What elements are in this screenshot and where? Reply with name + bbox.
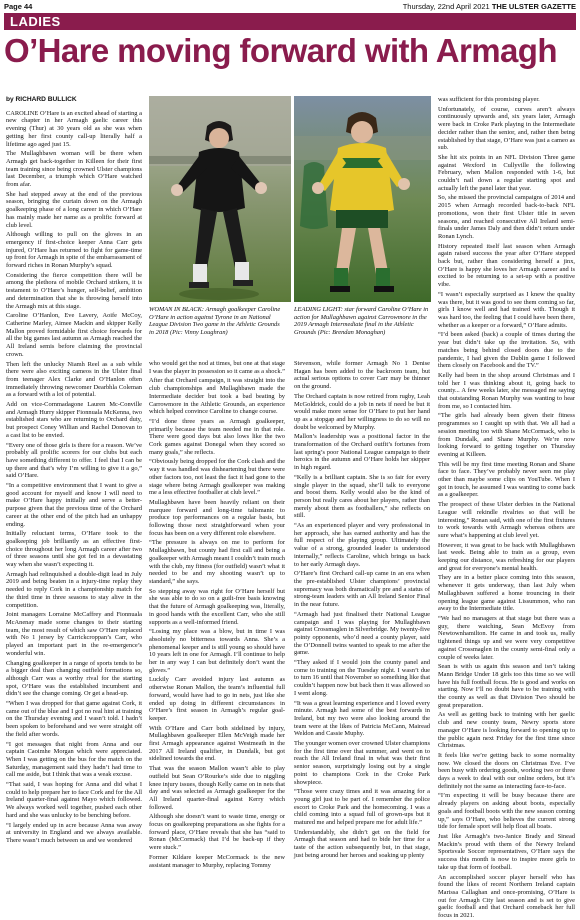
article-paragraph: The Orchard captain is now retired from rugby, Leah McGoldrick, could do a job in nets if need be but it would make more sense for O’Hare to put her hand up as a stopgap and her willingness to do so will no doubt be welcomed by Murphy. <box>294 392 430 431</box>
article-paragraph: Armagh had relinquished a double-digit lead in July 2019 and being beaten in a injury-time replay they needed to reply Cork in a championship match for the third time in three seasons to stay alive in the competition. <box>6 570 142 609</box>
article-paragraph: They are in a better place coming into this season, whenever it gets underway, than last July when Mullaghbawn suffered a home trouncing in their opening league game against Lissummon, who ran away to the Intermediate title. <box>438 574 575 613</box>
article-paragraph: “We had no managers at that stage but there was a guy, there watching, Sean McEvoy from Newtownhamilton. He came in and took us, really tightened things up and we were very competitive against Crossmaglen in the county semi-final only a couple of weeks later. <box>438 615 575 661</box>
column-4-paragraphs <box>438 96 575 920</box>
article-paragraph: However, it was great to be back with Mullaghbawn last week. Being able to train as a group, even keeping our distance, was refreshing for our players and great for everyone’s mental health. <box>438 541 575 572</box>
article-paragraph: “That said, I was hoping for Anna and did what I could to help prepare her to face Cork and for the All Ireland quarter-final against Mayo which followed. We always worked well together, pushed each other hard and she was unlucky to be benching before. <box>6 781 142 819</box>
article-paragraph: History repeated itself last season when Armagh again raised success the year after O’Hare stepped back but, rather than considering herself a jinx, O’Hare is happy she loves her Armagh career and is excited to be returning to a set-up with a positive vibe. <box>438 242 575 289</box>
article-paragraph: “I’d been asked (back) a couple of times during the year but didn’t take up the invitation. So, with matches being behind closed doors due to the pandemic, I had given the Dublin game I followed them closely on Facebook and the TV.” <box>438 331 575 370</box>
article-paragraph: O’Hare’s first Orchard call-up came in an era when the pre-established Ulster champions’ provincial supremacy was both dramatically pre and a status of strong-team leaders with an All Ireland Senior Final in the near future. <box>294 570 430 609</box>
article-paragraph: “Obviously being dropped for the Cork clash and the way it was handled was disheartening but there were other factors too, not least the fact it had gone to the stage where being Armagh goalkeeper was making me a less effective footballer at club level.” <box>149 458 285 497</box>
article-paragraph: “Armagh had just finalised their National League campaign and I was playing for Mullaghbawn against Crossmaglen in Silverbridge. My twenty-five pointy opponents, who’d need a county player, said the O’Donnell twins wanted to speak to me after the game. <box>294 610 430 657</box>
article-paragraph: CAROLINE O’Hare is an excited ahead of starting a new chapter in her Armagh gaelic career this evening (Thur) at 30 years old as she was when getting her first county call-up literally half a lifetime ago aged just 15. <box>6 109 142 148</box>
article-paragraph: She had stepped away at the end of the previous season, bringing the curtain down on the Armagh goalkeeping phase of a long career in which O’Hare has mainly made her name as a prolific forward at club level. <box>6 190 142 229</box>
article-paragraph: Luckily Carr avoided injury last autumn as otherwise Ronan Mallon, the team’s influential full forward, would have had to go in nets, just like she ended up doing in different circumstances in O’Hare’s first season in Armagh’s regular goal-keeper. <box>149 676 285 722</box>
article-paragraph: Then left the unlucky Niamh Reel as a sub while there were also exciting cameos in the Ulster final from teenager Alex Clarke and O’Hanlon often immediately throwing newcomer Dearbhla Coleman as a forward with a lot of potential. <box>6 360 142 399</box>
article-paragraph: Considering the fierce competition there will be among the plethora of mobile Orchard strikers, it is testament to O’Hare’s hunger, self-belief, ambition and determination that she is throwing herself into the Armagh mix at this stage. <box>6 271 142 310</box>
article-paragraph: “Kelly is a brilliant captain. She is so fair for every single player in the squad, she’ll talk to everyone and boost them. Kelly would also be the kind of person but really cares about her players, rather than merely about them as footballers,” she reflects on still. <box>294 473 430 520</box>
article-paragraph: who would get the nod at times, but one at that stage I was the player in possession so it came as a shock.” <box>149 360 285 375</box>
article-paragraph: “As an experienced player and very professional in her approach, she has earned authority and has the full respect of the playing group. Ultimately the value of a strong, grounded leader is understood internally,” reflects Caroline, which brings us back to her early Armagh days. <box>294 522 430 568</box>
photo-forward-action <box>294 96 431 302</box>
column-1-paragraphs <box>6 110 142 845</box>
photo-goalkeeper-illustration <box>149 96 291 302</box>
article-column-2 <box>149 360 285 869</box>
column-3-paragraphs <box>294 360 430 860</box>
article-paragraph: This will be my first time meeting Ronan and Shane face to face. They’ve probably never seen me play other than maybe some clips on YouTube. When I got in touch, he assumed I was wanting to come back as a goalkeeper. <box>438 460 575 499</box>
article-paragraph: That was the season Mallon wasn’t able to play outfield but Sean O’Rourke’s side due to niggling knee injury issues, though Kelly came on in nets that day and was selected as Armagh goalkeeper for the All Ireland quarter-final against Kerry which followed. <box>149 765 285 811</box>
article-paragraph: Although she doesn’t want to waste time, energy or focus on goalkeeping preparations as she fights for a forward place, O’Hare reveals that she has “said to Ronan (McCormack) that I’d be back-up if they were stuck.” <box>149 813 285 852</box>
article-paragraph: “I largely ended up in acre because Anna was away at university in England and we always available. There wasn’t much between us and we wondered <box>6 821 142 844</box>
paper-name: THE ULSTER GAZETTE <box>491 1 576 11</box>
article-paragraph: “The girls had already been given their fitness programmes so I caught up with that. We all had a session meeting too with Shane McCormack, who is from Dundalk, and Shane Murphy. We’re now looking forward to getting together on Thursday evening at Killeen. <box>438 412 575 458</box>
article-paragraph: Although willing to pull on the gloves in an emergency if first-choice keeper Anna Carr gets injured, O’Hare has returned to fight for game-time up front for Armagh in spite of the embarrassment of forward riches in Ronan Murphy’s squad. <box>6 231 142 270</box>
article-paragraph: The Mullaghbawn woman will be there when Armagh get back-together in Killeen for their first team training since being crowned Ulster champions last December, a triumph which O’Hare watched from afar. <box>6 150 142 189</box>
article-paragraph: Changing goalkeeper in a range of sports tends to be a bigger deal than changing outfield formations so, although Carr was a worthy rival for the starting spot, O’Hare was the established incumbent and didn’t see the change coming. Or get a head-up. <box>6 659 142 698</box>
article-paragraph: “Those were crazy times and it was amazing for a young girl just to be part of. I remember the police escort to Croke Park and the homecoming. I was a child coming into a squad full of grown-ups but it matured me and helped prepare me for adult life.” <box>294 788 430 827</box>
article-paragraph: “I got messages that night from Anna and our captain Caoimhe Morgan which were appreciated. When I was getting on the bus for the match on the Saturday, management said they hadn’t had time to call me aside, but I think that was a weak excuse. <box>6 740 142 779</box>
article-paragraph: “In a competitive environment that I want to give a good account for myself and know I will need to make O’Hare happy initially and serve a better-purpose given that the previous time of the Orchard career at the other end of the pitch had an unhappy ending. <box>6 482 142 528</box>
article-paragraph: It feels like we’re getting back to some normality now. We closed the doors on Christmas Eve. I’ve been busy with ordering goods, working two or three days a week to deal with our online orders, but it’s definitely not the same as interacting face-to-face. <box>438 751 575 790</box>
article-paragraph: Initially reluctant terms, O’Hare took to the goalkeeping job brilliantly as an effective first-choice throughout her long Armagh career after two of three seasons until she got fed in a devastating way when she wasn’t expecting it. <box>6 530 142 569</box>
photo-caption-1 <box>149 306 285 354</box>
article-paragraph: “It was a great learning experience and I loved every minute. Armagh had some of the best forwards in Ireland, but my two were also looking around the team were at the likes of Patricia McCann, Mairead Weldon and Cassie Muphy. <box>294 699 430 738</box>
article-column-4 <box>438 96 575 920</box>
article-paragraph: An accomplished soccer player herself who has found the likes of recent Northern Ireland captain Marissa Callaghan and once-promising, O’Hare is out for Armagh City last season and is set to give gaelic football and that Orchard comeback her full focus in 2021. <box>438 873 575 920</box>
article-paragraph: Mullaghbawn have been heavily reliant on their marquee forward and long-time talismanic to produce top performances on a regular basis, but following those next straightforward when your focus has been on a very different role elsewhere. <box>149 498 285 537</box>
article-paragraph: Stevenson, while former Armagh No 1 Denise Hagan has been added to the backroom team, but actual serious options to cover Carr may be thinner on the ground. <box>294 360 430 391</box>
article-paragraph: “When I was dropped for that game against Cork, it came out of the blue and I got no real hint at training on the Thursday evening and I wasn’t told. I hadn’t been spoken to beforehand and we were straight off the field after words. <box>6 700 142 738</box>
article-paragraph: Sean is with us again this season and isn’t taking Mann Bridge Under 18 girls too this time so we will have his full football focus. He is good and works on starting. Now I’ll no doubt have to be training with the county as well as that Division Two should be great preparation. <box>438 663 575 709</box>
article-paragraph: Caroline O’Hanlon, Eve Lavery, Aoife McCoy, Catherine Marley, Aimee Mackin and skipper Kelly Mallon proved formidable first choice forwards for all the big games last autumn as Armagh reached the All Ireland semis before claiming the provincial crown. <box>6 312 142 358</box>
issue-date: Thursday, 22nd April 2021 <box>402 1 490 11</box>
photo-forward-illustration <box>294 96 431 302</box>
article-paragraph: “They asked if I would join the county panel and come to training on the Tuesday night. I wasn’t due to turn 16 until that November so something like that couldn’t happen now but back then it was allowed so I went along. <box>294 659 430 697</box>
caption-1-text: WOMAN IN BLACK: Armagh goalkeeper Caroline O’Hare in action against Tyrone in an National League Division Two game in the Athletic Grounds in 2018 (Pic: Vinny Loughran) <box>149 306 281 337</box>
article-paragraph: The younger women over crowned Ulster champions for the first time over that summer, and went on to reach the All Ireland final in what was their first senior season, surprisingly losing out by a single point to champions Cork in the Croke Park showpiece. <box>294 740 430 786</box>
article-paragraph: Understandably, she didn’t get on the field for Armagh that season and had to bide her time for a taste of the action subsequently but, in that stage, just being around her heroes and soaking up plenty <box>294 828 430 859</box>
article-paragraph: After that Orchard campaign, it was straight into the club championships and Mullaghbawn made the Intermediate decider but took a bad beating by Carrowmore in the Athletic Grounds, an experience which helped convince Caroline to change course. <box>149 377 285 416</box>
photo-goalkeeper-action <box>149 96 291 302</box>
article-paragraph: The prospect of these Ulster derbies in the National League will rekindle rivalries so that will be interesting,” Ronan said, with one of the first fixtures to work towards with Armagh whereas others are sure what’s happening at club level yet. <box>438 501 575 539</box>
article-paragraph: Kelly had been in the shop around Christmas and I told her I was thinking about it, going back to county... A few weeks later, she messaged me saying that outstanding Ronan Murphy was wanting to hear from me, so I contacted him. <box>438 371 575 410</box>
article-paragraph: As well as getting back to training with her gaelic club and new county team, Newry sports store manager O’Hare is looking forward to opening up to the public again next Friday for the first time since Christmas. <box>438 711 575 750</box>
article-paragraph: “Losing my place was a blow, but in time I was absolutely no bitterness towards Anna. She’s a phenomenal keeper and is still young so should have 10 years left in one for Armagh. I’ll continue to help her in any way I can but definitely don’t want the gloves.” <box>149 628 285 674</box>
article-paragraph: Just like Armagh’s two-Janice Brady and Sinead Mackin’s proud with them of the Newry Ireland Sportsvale Soccer representatives, O’Hare says the success this month is now to inspire more girls to take up that form of football. <box>438 832 575 871</box>
article-paragraph: was sufficient for this promising player. <box>438 96 540 103</box>
article-paragraph: Former Kildare keeper McCormack is the new assistant manager to Murphy, replacing Tommy <box>149 853 285 869</box>
article-column-3 <box>294 360 430 859</box>
column-2-paragraphs <box>149 360 285 869</box>
article-paragraph: So, she missed the provincial campaigns of 2014 and 2015 when Armagh recorded back-to-back NFL promotions, won their first Ulster title in seven seasons, and reached consecutive All Ireland semi-finals under James Daly and then didn’t return under Ronan Lynch. <box>438 194 575 240</box>
article-paragraph: “The pressure is always on me to perform for Mullaghbawn, but county had first call and being a goalkeeper with Armagh meant I couldn’t train much with the club, my fitness (for outfield) wasn’t what it needed to be and my shooting wasn’t up to standard,” she says. <box>149 539 285 585</box>
article-paragraph: So stepping away was right for O’Hare herself but she was able to do so on a guilt-free basis knowing that the future of Armagh goalkeeping was, literally, in good hands with the excellent Carr, who she still supports as a well-informed friend. <box>149 587 285 626</box>
article-paragraph: “I wasn’t especially surprised as I knew the quality was there, but it was good to see them coming so far, girls I know well and had trained with. Though it was hard too, the feeling that I could have been there, whether as a keeper or a forward,” O’Hare admits. <box>438 290 575 329</box>
article-paragraph: Mallon’s leadership was a positional factor in the transformation of the Orchard outfit’s fortunes from last spring’s poor National League campaign to their heroics in the autumn and O’Hare holds her skipper in high regard. <box>294 433 430 472</box>
article-paragraph: “I’m expecting it will be busy because there are already players on asking about boots, especially goals and football boots with the new season coming up,” says O’Hare, who believes the current strong tide for female sport will help float all boats. <box>438 792 575 831</box>
article-paragraph: Add on vice-Cornmadagone Lauren Mc-Conville and Armagh Hurry skipper Fionnuala McKenna, two established stars who are returning to Orchard duty, but prospect Coney Willian and Rachel Donovan to a cast list to be envied. <box>6 401 142 439</box>
photo-caption-2 <box>294 306 430 354</box>
byline: by RICHARD BULLICK <box>6 96 77 103</box>
article-paragraph: Unfortunately, of course, curves aren’t always continuously upwards and, six years later, Armagh were back in Croke Park playing in the Intermediate decider rather than the senior, and, rather then being established by that stage, O’Hare was just a cameo as sub. <box>438 105 575 152</box>
caption-2-text: LEADING LIGHT: star forward Caroline O’Hare in action for Mullaghbawn against Carrowmore in the 2019 Armagh Intermediate final in the Athletic Grounds (Pic: Brendan Monaghan) <box>294 306 429 337</box>
article-paragraph: Joint managers Lorraine McCaffrey and Fionnuala McAnenay made some changes to their starting team, the most result of which saw O’Hare replaced with No 1 jersey by Carrickcroppan’s Carr, who played an important part in the re-emergence’s wonderful win. <box>6 611 142 657</box>
article-paragraph: “I’d done three years as Armagh goalkeeper, primarily because the team needed me in that role. There were good days but also lows like the two Cork games against Donegal when they scored so many goals,” she reflects. <box>149 417 285 456</box>
issue-line <box>403 2 576 11</box>
section-label: LADIES <box>10 14 61 29</box>
article-column-1 <box>6 96 142 844</box>
headline: O’Hare moving forward with Armagh <box>4 32 557 69</box>
article-paragraph: “Every one of those girls is there for a reason. We’ve probably all prolific scorers for our clubs but each have something different to offer. I feel that I can be up there and that’s why I’m willing to give it a go,” said O’Hare. <box>6 441 142 480</box>
article-paragraph: With O’Hare and Carr both sidelined by injury, Mullaghbawn goalkeeper Ellen McVeigh made her first Armagh appearance against Westmeath in the 2017 All Ireland qualifier, in Dundalk, but got sidelined towards the end. <box>149 724 285 763</box>
page-number: Page 44 <box>4 1 33 11</box>
section-banner <box>4 13 576 30</box>
page-folio <box>4 0 576 12</box>
article-paragraph: She hit six points in an NFL Division Three game against Wexford in Cullyville the following February, when Mallon responded with 1-6, but couldn’t nail down a regular starting spot and actually left the panel later that year. <box>438 153 575 192</box>
